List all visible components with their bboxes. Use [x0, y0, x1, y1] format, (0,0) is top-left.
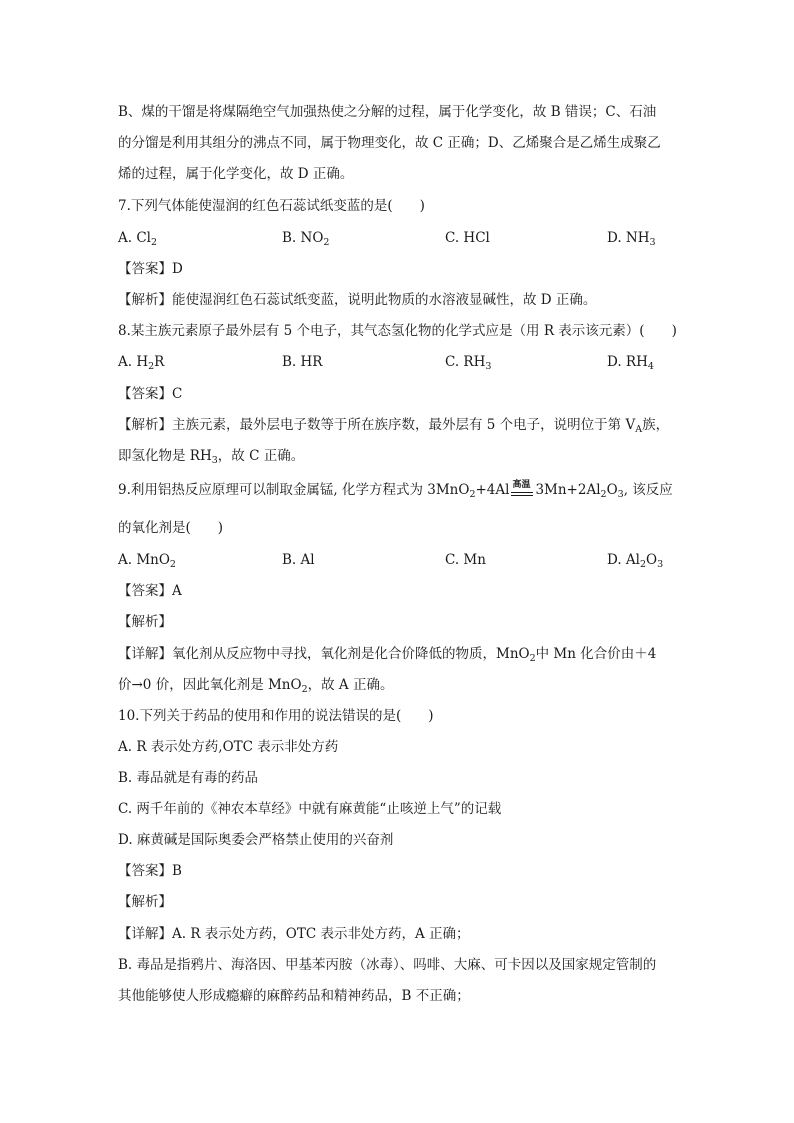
q8-option-a: A. $H_2R$ [118, 354, 165, 372]
reaction-condition: 高温 [511, 481, 533, 501]
q8-option-d: D. $RH_4$ [607, 354, 654, 372]
q9-option-a: A. MnO$_2$ [118, 552, 176, 570]
intro-line-2: 的分馏是利用其组分的沸点不同，属于物理变化，故 C 正确；D、乙烯聚合是乙烯生成聚乙 [118, 135, 661, 151]
q10-option-b: B. 毒品就是有毒的药品 [118, 770, 259, 786]
q10-detail-line-3: 其他能够使人形成瘾癖的麻醉药品和精神药品，B 不正确； [118, 988, 470, 1004]
q9-option-b: B. Al [282, 552, 315, 568]
intro-line-1: B、煤的干馏是将煤隔绝空气加强热使之分解的过程，属于化学变化，故 B 错误；C、石油 [118, 104, 657, 120]
q8-analysis-line-2: 即氢化物是 $RH_3$，故 C 正确。 [118, 448, 305, 466]
q10-detail-line-1: 【详解】A. R 表示处方药，OTC 表示非处方药，A 正确； [118, 926, 470, 942]
q9-detail-line-2: 价→0 价，因此氧化剂是 MnO$_2$，故 A 正确。 [118, 677, 394, 695]
q7-stem: 7.下列气体能使湿润的红色石蕊试纸变蓝的是( ) [118, 198, 425, 214]
q9-option-c: C. Mn [445, 552, 486, 568]
q9-analysis-heading: 【解析】 [118, 614, 172, 630]
q10-analysis-heading: 【解析】 [118, 894, 172, 910]
q8-analysis-line-1: 【解析】主族元素，最外层电子数等于所在族序数，最外层有 5 个电子，说明位于第 $V_A$族， [118, 417, 670, 435]
q7-analysis: 【解析】能使湿润红色石蕊试纸变蓝，说明此物质的水溶液显碱性，故 D 正确。 [118, 292, 597, 308]
q8-answer: 【答案】C [118, 386, 183, 402]
q10-option-d: D. 麻黄碱是国际奥委会严格禁止使用的兴奋剂 [118, 832, 394, 848]
q10-option-a: A. R 表示处方药,OTC 表示非处方药 [118, 739, 339, 755]
q9-stem: 9.利用铝热反应原理可以制取金属锰, 化学方程式为 3MnO$_2$+4Al 高温 $3Mn+2Al_2O_3$, 该反应 [118, 479, 673, 500]
q9-option-d: D. $Al_2O_3$ [607, 552, 664, 570]
q9-detail-line-1: 【详解】氧化剂从反应物中寻找，氧化剂是化合价降低的物质，MnO$_2$中 Mn 化合价由＋4 [118, 646, 657, 664]
q7-answer: 【答案】D [118, 261, 183, 277]
q8-option-b: B. HR [282, 354, 323, 370]
q10-detail-line-2: B. 毒品是指鸦片、海洛因、甲基苯丙胺（冰毒）、吗啡、大麻、可卡因以及国家规定管制的 [118, 957, 657, 973]
intro-line-3: 烯的过程，属于化学变化，故 D 正确。 [118, 166, 354, 182]
q8-stem: 8.某主族元素原子最外层有 5 个电子，其气态氢化物的化学式应是（用 R 表示该元素）( ) [118, 323, 677, 339]
q10-option-c: C. 两千年前的《神农本草经》中就有麻黄能“止咳逆上气”的记载 [118, 801, 502, 817]
q7-option-c: C. HCl [445, 230, 490, 246]
q9-stem-line-2: 的氧化剂是( ) [118, 520, 224, 536]
q7-option-d: D. $NH_3$ [607, 230, 656, 248]
q8-option-c: C. $RH_3$ [445, 354, 492, 372]
q7-option-b: B. $NO_2$ [282, 230, 330, 248]
q10-stem: 10.下列关于药品的使用和作用的说法错误的是( ) [118, 708, 434, 724]
q10-answer: 【答案】B [118, 863, 182, 879]
q7-option-a: A. $Cl_2$ [118, 230, 158, 248]
q9-answer: 【答案】A [118, 583, 182, 599]
